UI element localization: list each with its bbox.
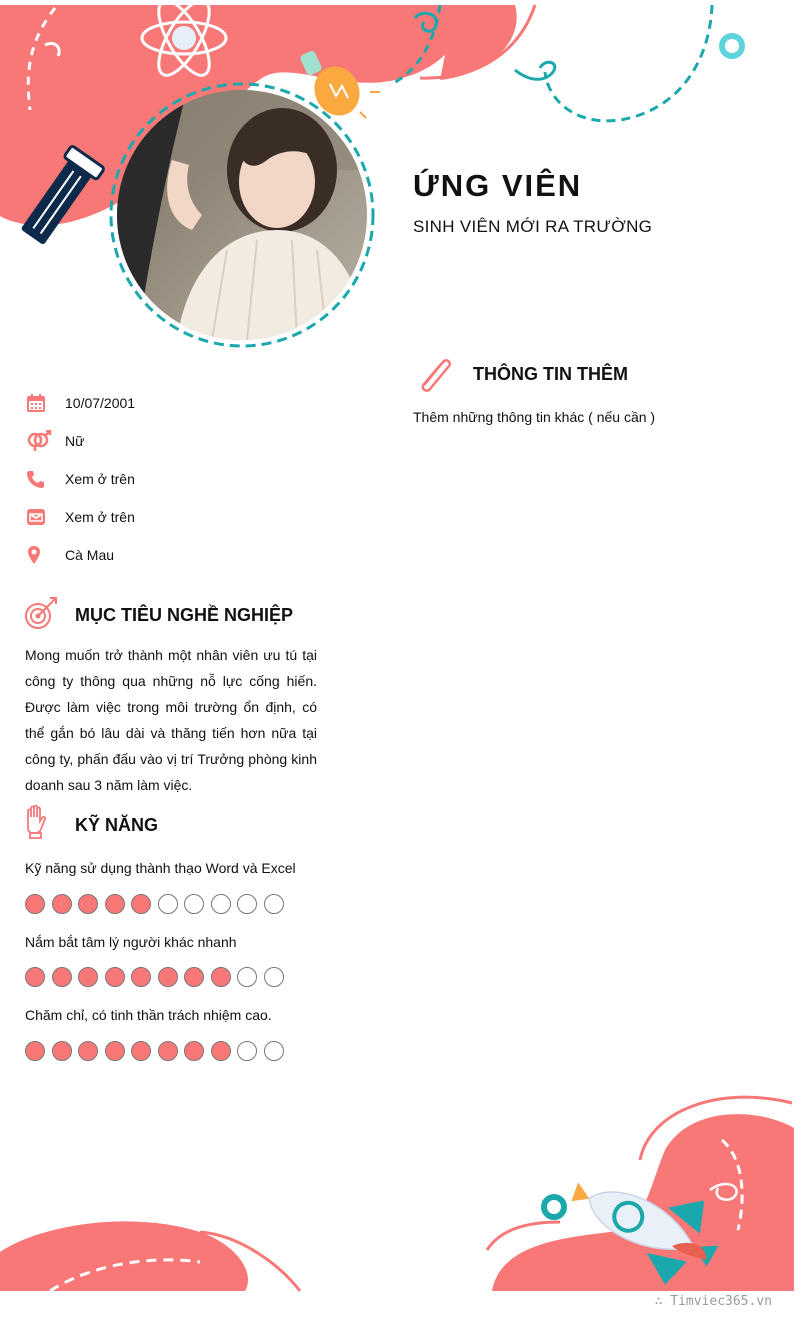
skill-name: Nắm bắt tâm lý người khác nhanh [25,934,237,950]
location-pin-icon [26,544,54,566]
contact-info-list [26,384,326,574]
phone-value: Xem ở trên [65,471,135,487]
rating-dot-empty [184,894,204,914]
contact-phone [26,460,326,498]
rating-dot-filled [52,894,72,914]
teal-ring-decor-bottom [544,1197,564,1217]
contact-location [26,536,326,574]
bottom-left-blob [0,1221,248,1291]
rating-dot-filled [78,1041,98,1061]
phone-icon [26,468,54,490]
skill-item [25,860,296,914]
paperclip-icon [415,354,455,394]
objective-text: Mong muốn trở thành một nhân viên ưu tú tại công ty thông qua những nỗ lực cống hiến. Được làm việc trong môi trường ổn định, có thể gắn bó lâu dài và thăng tiến hơn nữa tại công ty, phấn đấu vào vị trí Trưởng phòng kinh doanh sau 3 năm làm việc. [25,647,317,793]
rating-dot-filled [105,894,125,914]
rating-dot-empty [158,894,178,914]
objective-title: MỤC TIÊU NGHỀ NGHIỆP [75,604,294,625]
rating-dot-empty [237,967,257,987]
rating-dot-filled [211,967,231,987]
teal-ring-decor [722,36,742,56]
contact-birthday [26,384,326,422]
skill-item [25,934,284,987]
contact-gender [26,422,326,460]
contact-email [26,498,326,536]
rating-dot-filled [105,1041,125,1061]
extra-header [415,354,628,394]
gender-value: Nữ [65,433,85,449]
target-icon [23,595,63,635]
email-icon [26,506,54,528]
rating-dot-filled [52,1041,72,1061]
skills-header [23,805,158,845]
candidate-subtitle: SINH VIÊN MỚI RA TRƯỜNG [413,217,653,236]
rating-dot-empty [237,894,257,914]
rating-dot-empty [237,1041,257,1061]
location-value: Cà Mau [65,547,115,563]
rating-dot-empty [264,1041,284,1061]
rating-dot-filled [184,967,204,987]
rating-dot-empty [264,967,284,987]
rating-dot-empty [211,894,231,914]
skill-name: Chăm chỉ, có tinh thần trách nhiệm cao. [25,1007,272,1023]
profile-photo [117,90,367,340]
rating-dot-filled [131,894,151,914]
birthday-value: 10/07/2001 [65,395,136,411]
rating-dot-filled [131,967,151,987]
rating-dot-filled [25,967,45,987]
calendar-icon [26,392,54,414]
gender-icon [26,430,54,452]
extra-text: Thêm những thông tin khác ( nếu cần ) [413,409,656,425]
rating-dot-filled [158,1041,178,1061]
watermark: ∴ Timviec365.vn [654,1294,772,1309]
rating-dot-filled [211,1041,231,1061]
rating-dot-filled [25,1041,45,1061]
rating-dot-filled [184,1041,204,1061]
rating-dot-filled [131,1041,151,1061]
rating-dot-filled [105,967,125,987]
hand-icon [23,805,63,845]
rating-dot-filled [78,894,98,914]
skills-title: KỸ NĂNG [75,814,159,835]
skill-name: Kỹ năng sử dụng thành thạo Word và Excel [25,860,296,876]
rating-dot-empty [264,894,284,914]
skill-rating [25,967,284,987]
skill-rating [25,894,296,914]
rating-dot-filled [25,894,45,914]
extra-title: THÔNG TIN THÊM [473,363,628,384]
candidate-name: ỨNG VIÊN [413,168,583,203]
objective-header [23,595,293,635]
email-value: Xem ở trên [65,509,135,525]
skill-item [25,1007,284,1061]
rating-dot-filled [78,967,98,987]
rating-dot-filled [52,967,72,987]
rating-dot-filled [158,967,178,987]
skill-rating [25,1041,284,1061]
